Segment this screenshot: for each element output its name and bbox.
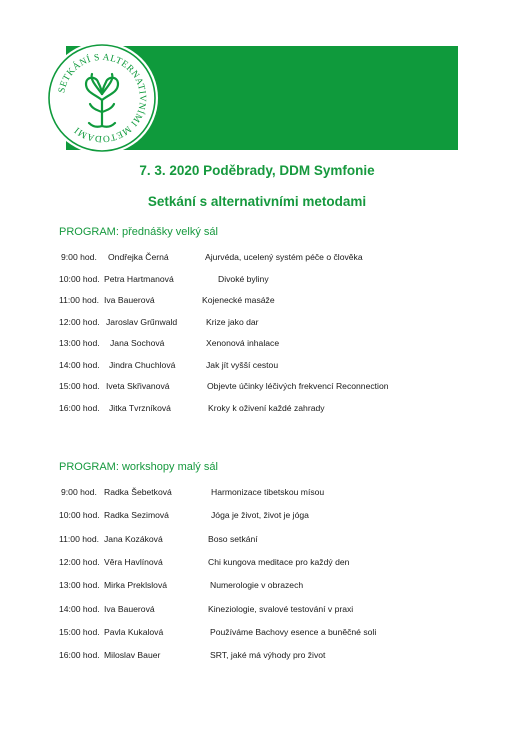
schedule-row (0, 487, 514, 501)
speaker-cell: Iveta Skřivanová (106, 381, 170, 391)
schedule-row (0, 604, 514, 618)
topic-cell: Kineziologie, svalové testování v praxi (208, 603, 354, 614)
time-cell: 15:00 hod. (59, 626, 100, 637)
topic-cell: Krize jako dar (206, 316, 259, 327)
schedule-row (0, 403, 514, 417)
time-cell: 13:00 hod. (59, 580, 100, 591)
speaker-cell: Jindra Chuchlová (109, 359, 176, 370)
schedule-row (0, 274, 514, 288)
time-cell: 10:00 hod. (59, 510, 100, 521)
schedule-row (0, 580, 514, 594)
topic-cell: Jak jít vyšší cestou (206, 359, 279, 370)
speaker-cell: Radka Šebetková (104, 487, 172, 497)
time-cell: 13:00 hod. (59, 338, 100, 348)
speaker-cell: Jana Sochová (110, 338, 165, 348)
topic-cell: Kroky k oživení každé zahrady (208, 402, 325, 413)
event-subtitle: Setkání s alternativními metodami (147, 194, 367, 209)
program-lectures-title: PROGRAM: přednášky velký sál (59, 226, 218, 238)
topic-cell: Kojenecké masáže (202, 295, 275, 305)
speaker-cell: Ondřejka Černá (108, 252, 169, 262)
topic-cell: SRT, jaké má výhody pro život (210, 650, 326, 661)
speaker-cell: Iva Bauerová (104, 603, 155, 614)
speaker-cell: Věra Havlínová (104, 556, 163, 567)
schedule-row (0, 650, 514, 664)
speaker-cell: Iva Bauerová (104, 295, 155, 305)
program-workshops-title: PROGRAM: workshopy malý sál (59, 461, 218, 473)
schedule-row (0, 557, 514, 571)
time-cell: 12:00 hod. (59, 316, 100, 327)
schedule-row (0, 317, 514, 331)
schedule-row (0, 252, 514, 266)
topic-cell: Ajurvéda, ucelený systém péče o člověka (205, 252, 363, 262)
topic-cell: Objevte účinky léčivých frekvencí Reconnection (207, 381, 389, 391)
speaker-cell: Jitka Tvrzníková (109, 402, 171, 413)
speaker-cell: Radka Sezimová (104, 510, 169, 521)
topic-cell: Divoké byliny (218, 273, 269, 284)
speaker-cell: Pavla Kukalová (104, 626, 164, 637)
schedule-row (0, 534, 514, 548)
time-cell: 14:00 hod. (59, 603, 100, 614)
topic-cell: Numerologie v obrazech (210, 580, 304, 591)
topic-cell: Chi kungova meditace pro každý den (208, 556, 350, 567)
schedule-row (0, 295, 514, 309)
logo-text: SETKÁNÍ S ALTERNATIVNÍMI METODAMI (57, 52, 148, 144)
time-cell: 9:00 hod. (61, 487, 97, 497)
event-date-place: 7. 3. 2020 Poděbrady, DDM Symfonie (139, 163, 375, 178)
schedule-row (0, 510, 514, 524)
time-cell: 14:00 hod. (59, 359, 100, 370)
speaker-cell: Petra Hartmanová (104, 273, 174, 284)
speaker-cell: Jana Kozáková (104, 533, 163, 544)
schedule-row (0, 381, 514, 395)
time-cell: 9:00 hod. (61, 252, 97, 262)
speaker-cell: Mirka Preklslová (104, 580, 168, 591)
schedule-row (0, 360, 514, 374)
time-cell: 11:00 hod. (59, 295, 99, 305)
speaker-cell: Jaroslav Grűnwald (106, 316, 178, 327)
topic-cell: Používáme Bachovy esence a buněčné soli (210, 626, 377, 637)
speaker-cell: Miloslav Bauer (104, 650, 161, 661)
time-cell: 10:00 hod. (59, 273, 100, 284)
schedule-row (0, 627, 514, 641)
time-cell: 12:00 hod. (59, 556, 100, 567)
time-cell: 16:00 hod. (59, 402, 100, 413)
topic-cell: Boso setkání (208, 533, 258, 544)
time-cell: 15:00 hod. (59, 381, 100, 391)
time-cell: 11:00 hod. (59, 533, 99, 544)
logo (44, 40, 160, 156)
time-cell: 16:00 hod. (59, 650, 100, 661)
topic-cell: Xenonová inhalace (206, 338, 280, 348)
topic-cell: Harmonizace tibetskou mísou (211, 487, 325, 497)
schedule-row (0, 338, 514, 352)
topic-cell: Jóga je život, život je jóga (211, 510, 309, 521)
